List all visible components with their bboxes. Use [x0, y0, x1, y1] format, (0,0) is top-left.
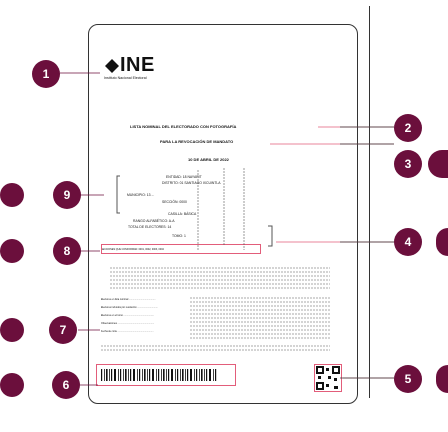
callout-1: 1 [32, 60, 60, 88]
header-line-2: PARA LA REVOCACIÓN DE MANDATO [160, 139, 234, 144]
field-municipio: MUNICIPIO: 13 ... [127, 193, 155, 197]
callout-3: 3 [394, 150, 422, 178]
header-line-3: 10 DE ABRIL DE 2022 [188, 157, 229, 162]
fine-print-line-1: Electores en lista nominal ........................................ [101, 298, 156, 301]
partial-circle-c [0, 318, 24, 342]
ine-logo-text: INE [120, 54, 155, 76]
fine-print-line-4: Observaciones ....................................................... [101, 322, 155, 325]
edge-dot-1 [428, 150, 448, 178]
field-tomo: TOMO: 1 [172, 234, 186, 238]
field-rango: RANGO ALFABÉTICO: A-A [133, 219, 175, 223]
field-seccion: SECCIÓN: 0000 [162, 200, 187, 204]
partial-circle-b [0, 239, 24, 263]
partial-circle-d [0, 373, 24, 397]
field-distrito: DISTRITO: 01 SANTIAGO IXCUINTLA [162, 181, 221, 185]
field-entidad: ENTIDAD: 18 NAYARIT [166, 175, 202, 179]
ine-logo-subtitle: Instituto Nacional Electoral [104, 76, 147, 80]
callout-4: 4 [394, 228, 422, 256]
callout-2: 2 [394, 114, 422, 142]
fine-print-line-5: Fecha de corte ...................................................... [101, 330, 154, 333]
fine-print-sections: SECCIONES QUE CONFORMAN: 0001, 0002, 0003, 0004 [101, 248, 164, 251]
partial-circle-a [0, 183, 24, 207]
callout-7: 7 [49, 316, 77, 344]
callout-5: 5 [394, 365, 422, 393]
callout-8: 8 [53, 237, 81, 265]
fine-print-line-3: Electores en el tomo .............................................. [101, 314, 155, 317]
callout-9: 9 [53, 181, 81, 209]
field-casilla: CASILLA: BÁSICA [168, 212, 197, 216]
fine-print-line-2: Electores incluidos por resolución ............................... [101, 306, 158, 309]
callout-6: 6 [52, 371, 80, 399]
header-line-1: LISTA NOMINAL DEL ELECTORADO CON FOTOGRAFÍA [130, 124, 237, 129]
field-total: TOTAL DE ELECTORES: 14 [128, 225, 172, 229]
